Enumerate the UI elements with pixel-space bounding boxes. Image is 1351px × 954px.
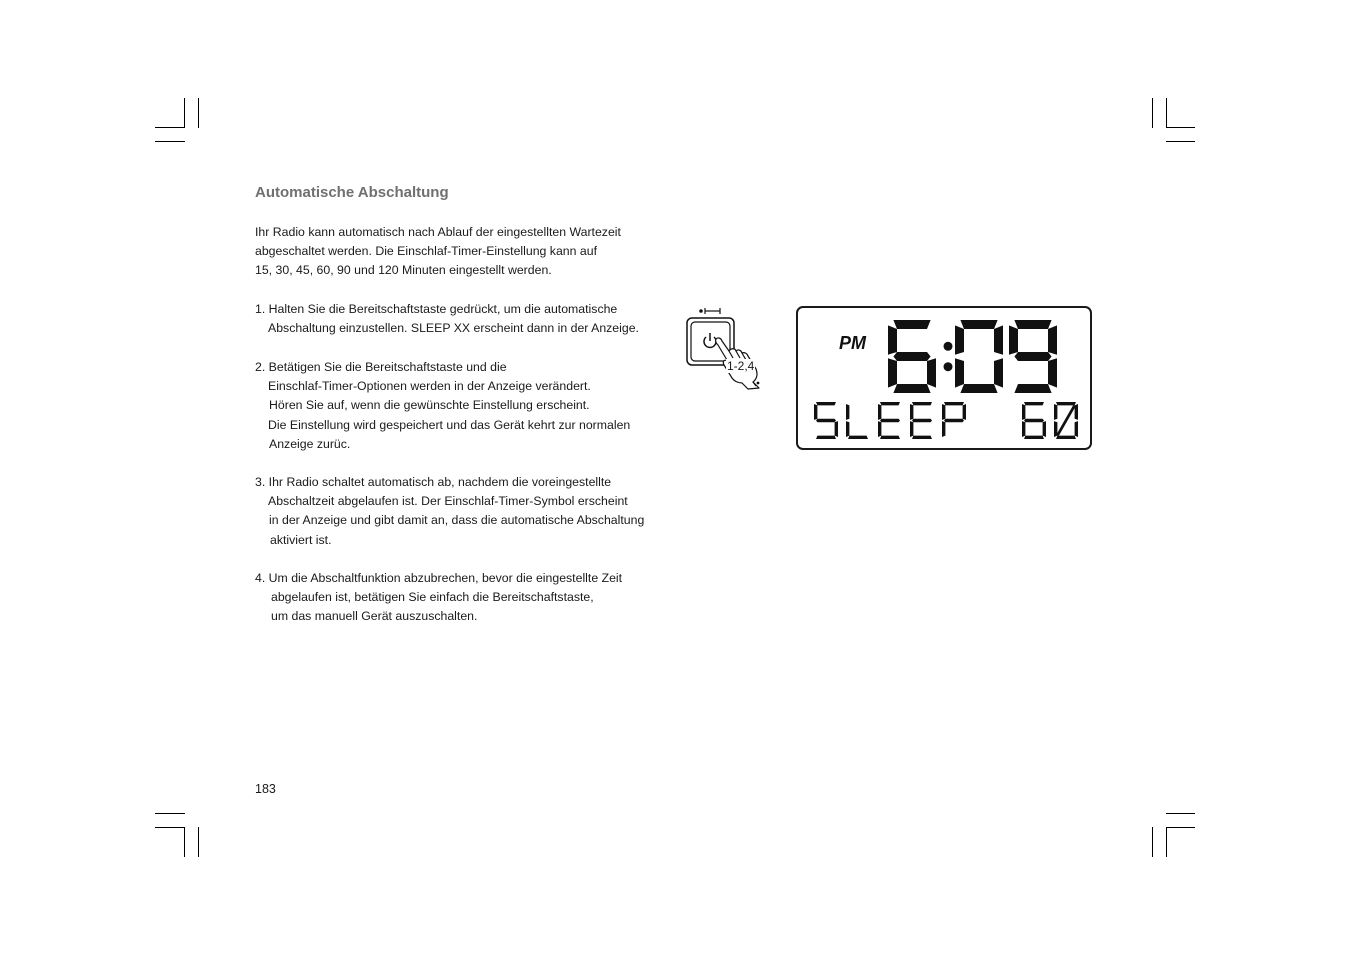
lcd-period: PM (839, 333, 866, 353)
crop-mark (184, 98, 185, 128)
lcd-segment (944, 419, 964, 422)
lcd-segment (1009, 325, 1018, 354)
step-line: in der Anzeige und gibt damit an, dass die automatische Abschaltung (269, 513, 645, 528)
lcd-segment (1056, 436, 1076, 439)
lcd-segment (880, 419, 900, 422)
lcd-segment (1054, 404, 1057, 420)
lcd-segment (888, 358, 897, 387)
standby-button-illustration (684, 303, 776, 395)
lcd-segment (910, 404, 913, 420)
step-2 (255, 358, 630, 454)
step-line: Hören Sie auf, wenn die gewünschte Einstellung erscheint. (269, 398, 590, 413)
lcd-segment (846, 404, 849, 420)
crop-mark (1166, 827, 1195, 828)
lcd-segment (878, 404, 881, 420)
lcd-segment (880, 402, 900, 405)
lcd-segment (835, 421, 838, 437)
lcd-segment (1014, 320, 1051, 329)
step-1 (255, 300, 639, 338)
lcd-time-digits (888, 320, 1057, 393)
lcd-segment (1056, 402, 1076, 405)
step-3 (255, 473, 644, 550)
lcd-segment (910, 421, 913, 437)
crop-mark (155, 827, 185, 828)
lcd-segment (1014, 352, 1051, 361)
step-reference-label: 1-2,4 (727, 359, 755, 373)
step-line: 4. Um die Abschaltfunktion abzubrechen, bevor die eingestellte Zeit (255, 571, 623, 585)
lcd-segment (814, 404, 817, 420)
crop-mark (1166, 141, 1195, 142)
step-line: 3. Ihr Radio schaltet automatisch ab, nachdem die voreingestellte (255, 475, 612, 489)
step-line: abgelaufen ist, betätigen Sie einfach die Bereitschaftstaste, (271, 590, 594, 605)
lcd-segment (1075, 421, 1078, 437)
lcd-segment (994, 325, 1003, 354)
crop-mark (155, 813, 185, 814)
lcd-segment (942, 421, 945, 437)
sleep-timer-icon (700, 308, 720, 314)
intro-line: 15, 30, 45, 60, 90 und 120 Minuten eingestellt werden. (255, 263, 552, 278)
lcd-mode-text (814, 402, 966, 439)
step-line: Einschlaf-Timer-Optionen werden in der Anzeige verändert. (268, 379, 591, 394)
lcd-segment (927, 358, 936, 387)
intro-paragraph (255, 223, 621, 281)
lcd-segment (816, 419, 836, 422)
lcd-segment (1048, 358, 1057, 387)
lcd-segment (893, 352, 930, 361)
lcd-colon-dot (944, 362, 953, 371)
step-line: Anzeige zurüc. (269, 436, 351, 451)
step-line: Abschaltzeit abgelaufen ist. Der Einschlaf-Timer-Symbol erscheint (268, 494, 628, 509)
lcd-segment (942, 404, 945, 420)
lcd-segment (888, 325, 897, 354)
crop-mark (1166, 98, 1167, 128)
crop-mark (1152, 827, 1153, 857)
lcd-segment (994, 358, 1003, 387)
lcd-segment (1048, 325, 1057, 354)
lcd-segment (955, 325, 964, 354)
step-4 (255, 569, 622, 627)
step-line: 2. Betätigen Sie die Bereitschaftstaste und die (255, 360, 507, 374)
lcd-display (796, 306, 1092, 450)
lcd-segment (878, 421, 881, 437)
intro-line: Ihr Radio kann automatisch nach Ablauf der eingestellten Wartezeit (255, 225, 621, 239)
crop-mark (198, 827, 199, 857)
crop-mark (155, 127, 185, 128)
lcd-segment (944, 402, 964, 405)
crop-mark (1166, 827, 1167, 857)
step-line: Abschaltung einzustellen. SLEEP XX erscheint dann in der Anzeige. (268, 321, 639, 336)
lcd-segment (816, 402, 836, 405)
crop-mark (1166, 127, 1195, 128)
lcd-segment (816, 436, 836, 439)
lcd-segment (1014, 384, 1051, 393)
lcd-segment (912, 436, 932, 439)
crop-mark (155, 141, 185, 142)
crop-mark (184, 827, 185, 857)
intro-line: abgeschaltet werden. Die Einschlaf-Timer-Einstellung kann auf (255, 244, 597, 259)
lcd-segment (912, 419, 932, 422)
step-line: Die Einstellung wird gespeichert und das Gerät kehrt zur normalen (268, 417, 631, 432)
section-heading: Automatische Abschaltung (255, 184, 449, 201)
lcd-segment (960, 384, 997, 393)
lcd-segment (846, 421, 849, 437)
lcd-sleep-value (1022, 402, 1078, 439)
lcd-segment (955, 358, 964, 387)
lcd-segment (893, 384, 930, 393)
lcd-segment (960, 320, 997, 329)
lcd-segment (1024, 419, 1044, 422)
lcd-segment (963, 404, 966, 420)
lcd-segment (1057, 405, 1074, 435)
crop-mark (198, 98, 199, 128)
lcd-segment (848, 436, 868, 439)
crop-mark (1166, 813, 1195, 814)
lcd-segment (1024, 402, 1044, 405)
crop-mark (1152, 98, 1153, 128)
lcd-segment (912, 402, 932, 405)
lcd-colon-dot (944, 342, 953, 351)
lcd-segment (1022, 421, 1025, 437)
lcd-segment (1024, 436, 1044, 439)
step-line: aktiviert ist. (270, 532, 332, 547)
lcd-segment (1043, 421, 1046, 437)
lcd-segment (893, 320, 930, 329)
page-number: 183 (255, 782, 276, 796)
step-line: 1. Halten Sie die Bereitschaftstaste gedrückt, um die automatische (255, 302, 618, 316)
lcd-segment (880, 436, 900, 439)
lcd-segment (1022, 404, 1025, 420)
step-line: um das manuell Gerät auszuschalten. (271, 609, 478, 624)
